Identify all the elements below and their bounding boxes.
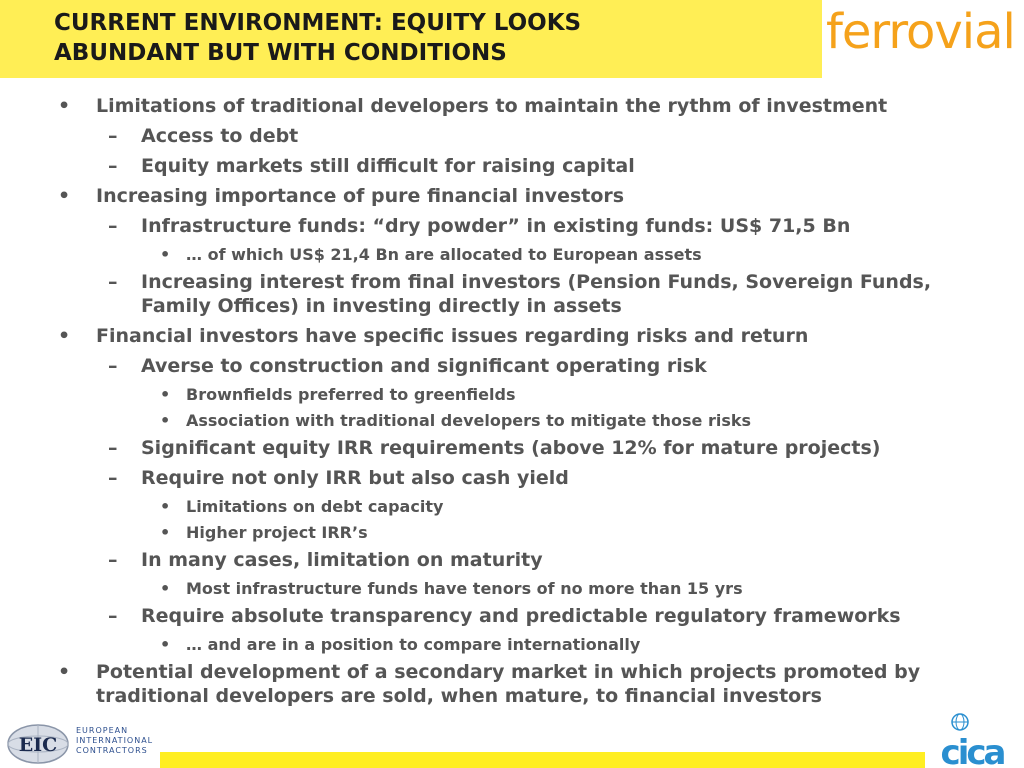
bullet-text: Potential development of a secondary market in which projects promoted by traditional developers are sold, when mature, to financial investors [96,661,921,707]
bullet-text: … of which US$ 21,4 Bn are allocated to European assets [186,245,702,264]
bullet-marker: – [108,125,118,147]
bullet-text: Increasing interest from final investors (Pension Funds, Sovereign Funds, Family Offices) in investing directly in assets [141,271,932,317]
bullet-marker: – [108,437,118,459]
bullet-text: Financial investors have specific issues regarding risks and return [96,325,809,347]
bullet-marker: – [108,271,118,293]
bullet-marker: • [160,385,171,404]
bullet-item-level-2 [0,354,1024,378]
ferrovial-logo: ferrovial [826,4,1015,60]
bullet-text: Limitations on debt capacity [186,497,444,516]
bullet-marker: • [160,411,171,430]
bullet-marker: • [160,245,171,264]
bullet-list [0,94,1024,714]
bullet-marker: – [108,155,118,177]
bullet-text: Access to debt [141,125,299,147]
bullet-text: Significant equity IRR requirements (above 12% for mature projects) [141,437,881,459]
bullet-marker: • [160,579,171,598]
bullet-marker: – [108,355,118,377]
bullet-marker: • [58,95,71,117]
bullet-text: Increasing importance of pure financial investors [96,185,625,207]
eic-line-3: CONTRACTORS [76,746,148,755]
bullet-text: … and are in a position to compare internationally [186,635,641,654]
bullet-item-level-3 [0,496,1024,517]
bullet-text: Limitations of traditional developers to maintain the rythm of investment [96,95,888,117]
bullet-item-level-2 [0,548,1024,572]
cica-wordmark: cica [940,733,1004,768]
bullet-item-level-2 [0,270,1024,318]
eic-line-1: EUROPEAN [76,726,129,735]
bullet-text: Require not only IRR but also cash yield [141,467,569,489]
cica-logo-icon [924,712,1020,768]
bullet-item-level-3 [0,522,1024,543]
bullet-marker: – [108,605,118,627]
bullet-text: Higher project IRR’s [186,523,368,542]
bullet-item-level-2 [0,604,1024,628]
bullet-item-level-1 [0,324,1024,348]
bullet-item-level-1 [0,184,1024,208]
bullet-item-level-1 [0,660,1024,708]
bullet-text: Most infrastructure funds have tenors of no more than 15 yrs [186,579,743,598]
bullet-item-level-3 [0,410,1024,431]
bullet-text: Averse to construction and significant operating risk [141,355,707,377]
bullet-text: In many cases, limitation on maturity [141,549,543,571]
bullet-marker: • [160,497,171,516]
bullet-item-level-3 [0,578,1024,599]
eic-initials: EIC [18,734,58,756]
bullet-item-level-2 [0,124,1024,148]
bullet-item-level-1 [0,94,1024,118]
bullet-marker: • [160,635,171,654]
footer-bar [160,752,925,768]
bullet-item-level-2 [0,466,1024,490]
eic-line-2: INTERNATIONAL [76,736,154,745]
bullet-text: Brownfields preferred to greenfields [186,385,516,404]
bullet-text: Require absolute transparency and predictable regulatory frameworks [141,605,901,627]
bullet-text: Equity markets still difficult for raising capital [141,155,635,177]
bullet-marker: • [58,185,71,207]
bullet-item-level-2 [0,214,1024,238]
bullet-item-level-3 [0,634,1024,655]
slide-title: CURRENT ENVIRONMENT: EQUITY LOOKS ABUNDANT BUT WITH CONDITIONS [54,10,582,66]
bullet-marker: – [108,467,118,489]
bullet-marker: – [108,549,118,571]
bullet-marker: • [58,325,71,347]
bullet-item-level-3 [0,384,1024,405]
bullet-marker: – [108,215,118,237]
eic-logo-text [76,726,162,756]
bullet-item-level-2 [0,154,1024,178]
bullet-item-level-3 [0,244,1024,265]
bullet-text: Association with traditional developers to mitigate those risks [186,411,751,430]
bullet-marker: • [58,661,71,683]
bullet-marker: • [160,523,171,542]
bullet-item-level-2 [0,436,1024,460]
title-bar [0,0,822,78]
bullet-text: Infrastructure funds: “dry powder” in existing funds: US$ 71,5 Bn [141,215,851,237]
